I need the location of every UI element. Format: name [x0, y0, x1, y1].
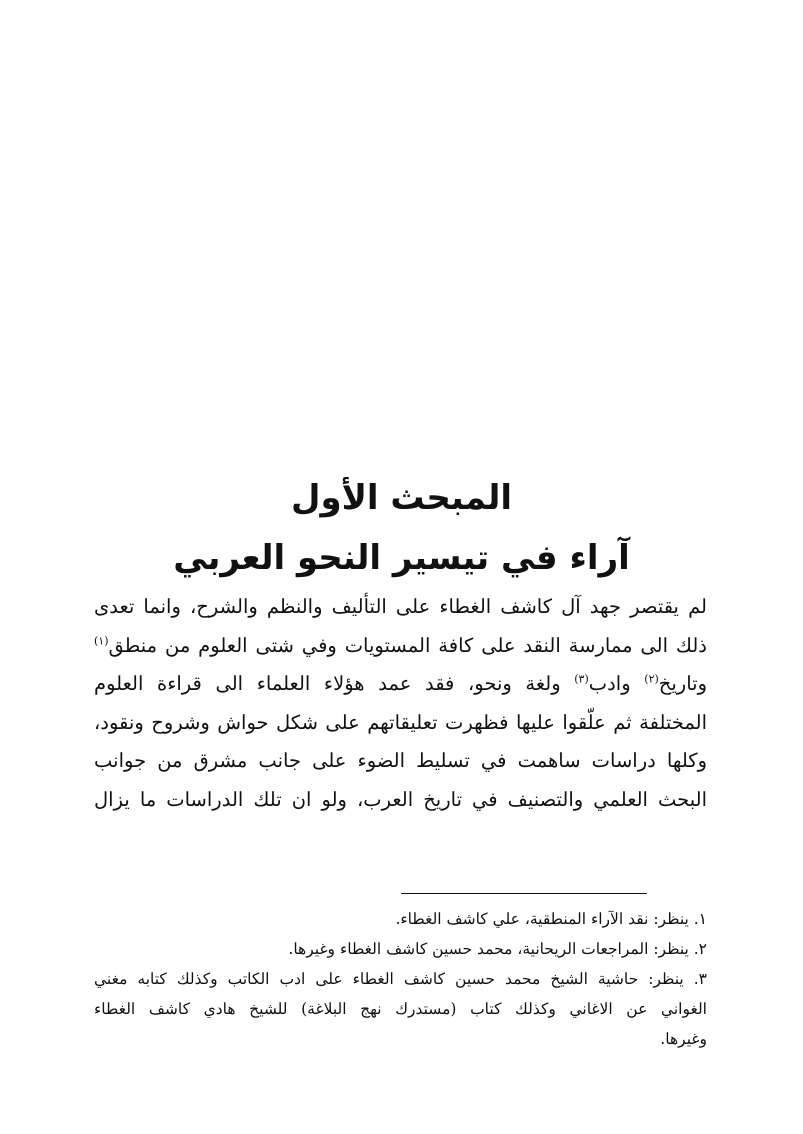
footnote-3-line-3: وغيرها. — [660, 1030, 707, 1048]
footnote-3-line-1: ٣. ينظر: حاشية الشيخ محمد حسين كاشف الغطاء على ادب الكاتب وكذلك كتابه مغني — [94, 970, 707, 988]
footnotes — [94, 904, 707, 1054]
body-line-text: وادب — [588, 672, 645, 695]
body-line — [94, 781, 707, 820]
body-line-text: المختلفة ثم علّقوا عليها فظهرت تعليقاتهم على شكل حواش وشروح ونقود، — [94, 710, 707, 734]
footnote-1: ١. ينظر: نقد الآراء المنطقية، علي كاشف الغطاء. — [395, 910, 707, 928]
body-line — [94, 742, 707, 781]
body-line-text: البحث العلمي والتصنيف في تاريخ العرب، ولو ان تلك الدراسات ما يزال — [94, 787, 707, 811]
body-line — [94, 588, 707, 627]
footnote-ref: (٣) — [574, 672, 589, 686]
title-block — [0, 470, 803, 586]
body-line-text: وكلها دراسات ساهمت في تسليط الضوء على جانب مشرق من جوانب — [94, 749, 707, 772]
body-paragraph — [94, 588, 707, 819]
footnote-2: ٢. ينظر: المراجعات الريحانية، محمد حسين كاشف الغطاء وغيرها. — [288, 940, 707, 958]
chapter-title: المبحث الأول — [290, 478, 513, 518]
footnote-3-line-2: الغواني عن الاغاني وكذلك كتاب (مستدرك نهج البلاغة) للشيخ هادي كاشف الغطاء — [94, 1000, 707, 1018]
body-line — [94, 704, 707, 743]
footnote-ref: (٢) — [644, 672, 659, 686]
body-line — [94, 665, 707, 704]
body-line — [94, 627, 707, 666]
section-title: آراء في تيسير النحو العربي — [173, 538, 630, 578]
body-line-text: وتاريخ — [658, 672, 707, 695]
body-line-text: ولغة ونحو، فقد عمد هؤلاء العلماء الى قراءة العلوم — [94, 672, 575, 695]
footnote-ref: (١) — [94, 634, 109, 647]
footnote-separator — [401, 893, 647, 894]
body-line-text: ذلك الى ممارسة النقد على كافة المستويات وفي شتى العلوم من منطق — [108, 633, 707, 657]
body-line-text: لم يقتصر جهد آل كاشف الغطاء على التأليف والنظم والشرح، وانما تعدى — [94, 595, 707, 618]
